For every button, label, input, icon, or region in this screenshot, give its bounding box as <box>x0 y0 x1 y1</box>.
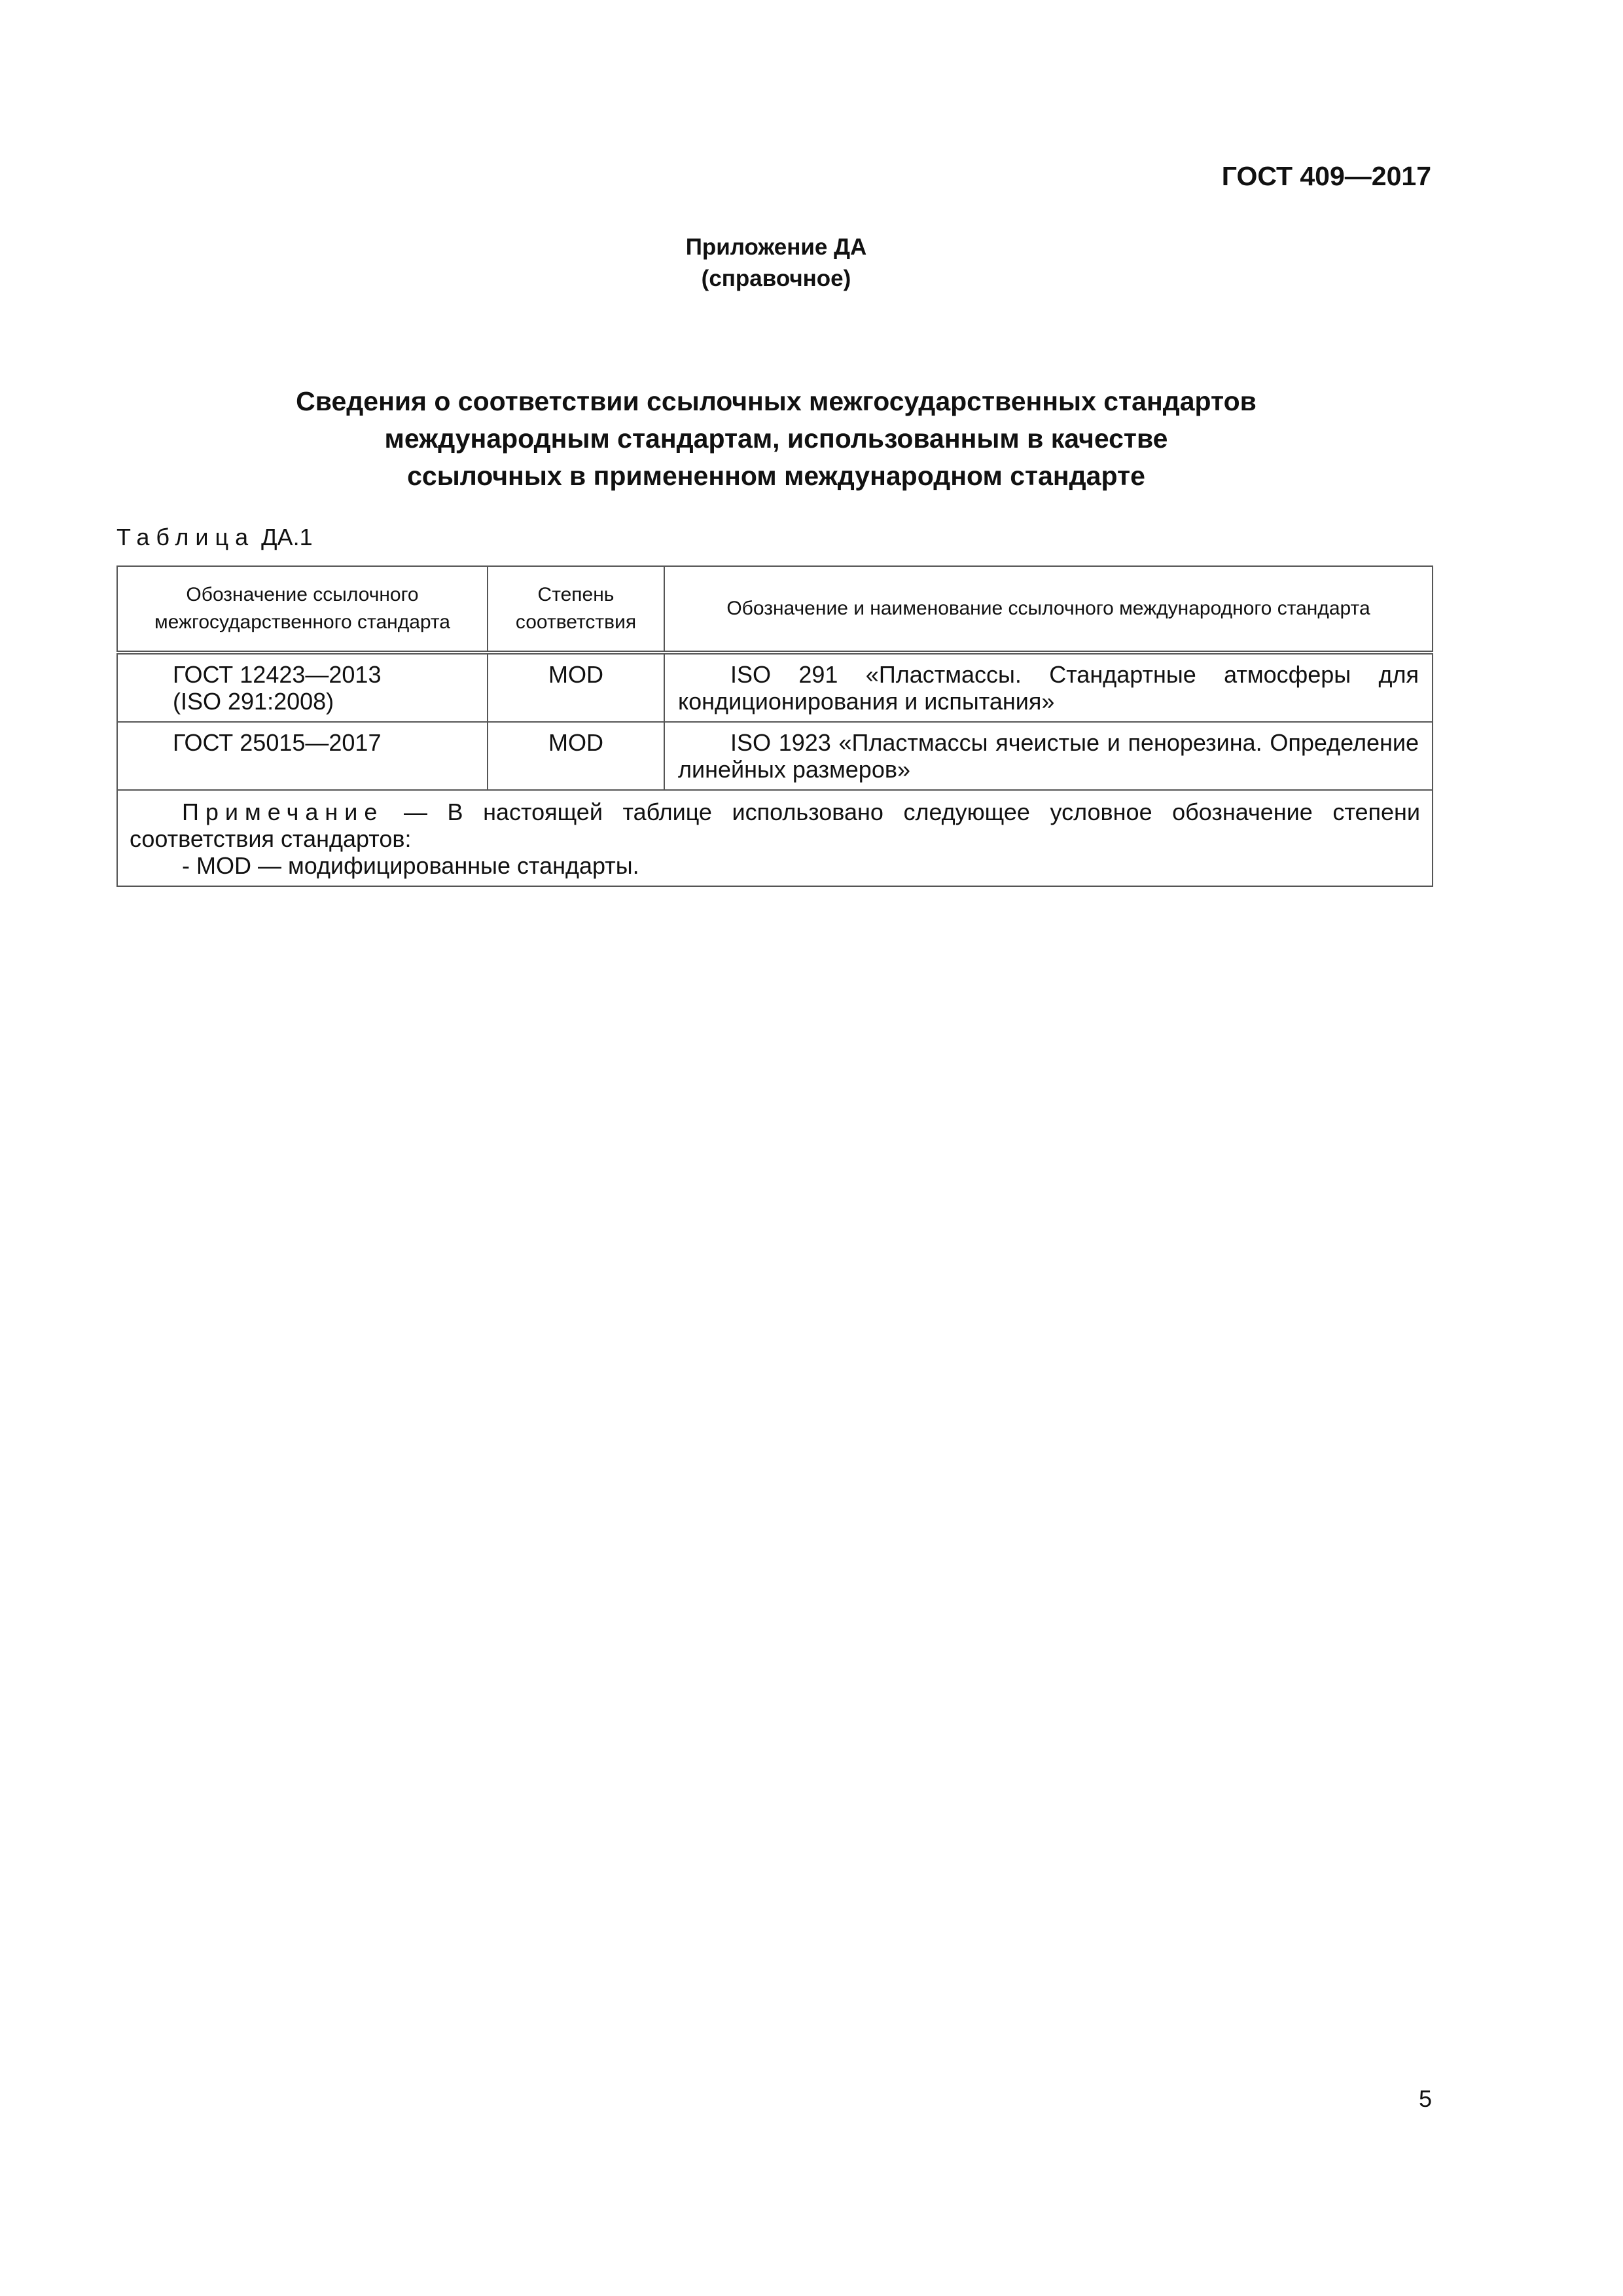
interstate-standard-code: ГОСТ 25015—2017 <box>173 729 382 756</box>
table-header-row <box>117 566 1433 653</box>
degree-cell: MOD <box>488 653 664 722</box>
title-line-1: Сведения о соответствии ссылочных межгосударственных стандартов <box>296 386 1257 416</box>
international-standard-cell: ISO 1923 «Пластмассы ячеистые и пенорезина. Определение линейных размеров» <box>664 722 1433 790</box>
table-row <box>117 722 1433 790</box>
note-item-text: - MOD — модифицированные стандарты. <box>182 852 639 879</box>
section-title <box>118 383 1435 495</box>
appendix-type: (справочное) <box>701 266 851 291</box>
appendix-label: Приложение ДА <box>685 234 867 260</box>
table-note-row <box>117 790 1433 886</box>
table-caption-number: ДА.1 <box>261 524 313 550</box>
note-body: — В настоящей таблице использовано следующее условное обозначение степени соответствия стандартов: <box>130 798 1420 852</box>
table-caption-word: Таблица <box>116 524 255 550</box>
reference-table <box>116 565 1433 887</box>
interstate-standard-cell <box>117 722 488 790</box>
page-number: 5 <box>1419 2085 1433 2112</box>
document-code: ГОСТ 409—2017 <box>1221 161 1431 191</box>
interstate-standard-cell <box>117 653 488 722</box>
international-standard-cell: ISO 291 «Пластмассы. Стандартные атмосферы для кондиционирования и испытания» <box>664 653 1433 722</box>
note-item <box>130 852 1420 879</box>
degree-cell: MOD <box>488 722 664 790</box>
title-line-3: ссылочных в примененном международном стандарте <box>407 461 1145 491</box>
title-line-2: международным стандартам, использованным в качестве <box>384 423 1168 454</box>
header-interstate-standard: Обозначение ссылочного межгосударственного стандарта <box>117 566 488 653</box>
note-label: Примечание <box>182 798 384 825</box>
interstate-standard-equivalent: (ISO 291:2008) <box>173 688 334 715</box>
appendix-heading <box>0 232 1552 295</box>
header-international-standard: Обозначение и наименование ссылочного международного стандарта <box>664 566 1433 653</box>
header-degree: Степень соответствия <box>488 566 664 653</box>
table-caption <box>116 524 313 551</box>
table-row <box>117 653 1433 722</box>
table-note <box>117 790 1433 886</box>
interstate-standard-code: ГОСТ 12423—2013 <box>173 661 382 688</box>
note-text <box>130 798 1420 852</box>
